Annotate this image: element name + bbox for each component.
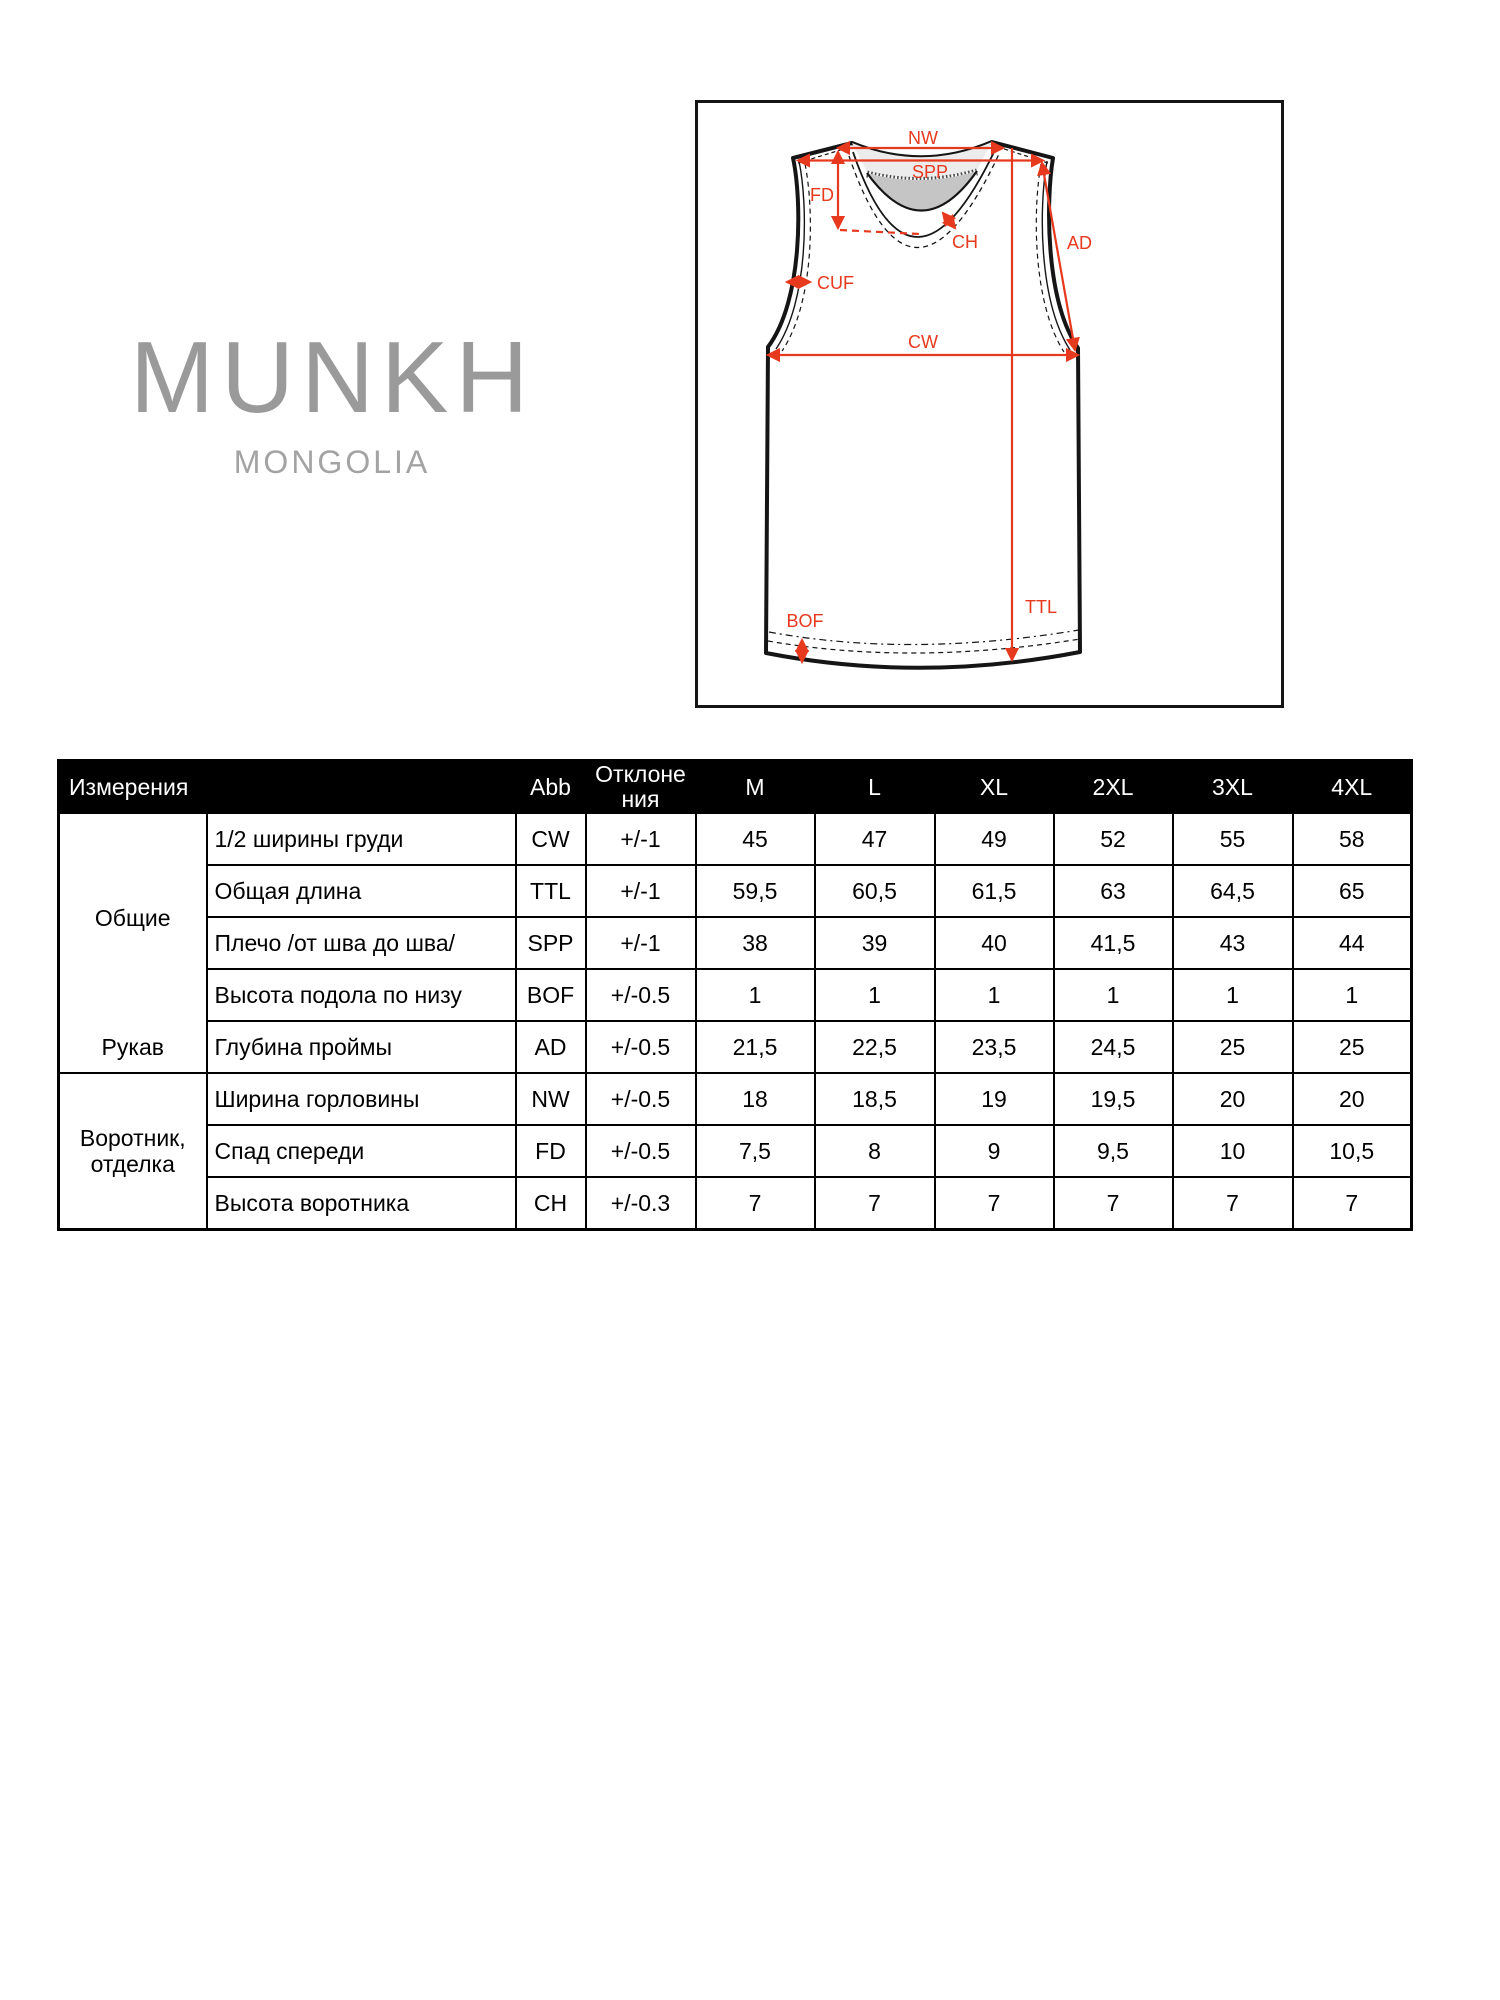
value-cell: 7,5 xyxy=(696,1125,815,1177)
row-name: 1/2 ширины груди xyxy=(207,813,516,865)
value-cell: 43 xyxy=(1173,917,1293,969)
value-cell: 7 xyxy=(1173,1177,1293,1230)
value-cell: 60,5 xyxy=(815,865,935,917)
value-cell: 25 xyxy=(1293,1021,1412,1073)
value-cell: 8 xyxy=(815,1125,935,1177)
value-cell: 45 xyxy=(696,813,815,865)
tank-top-drawing xyxy=(766,142,1080,668)
row-deviation: +/-1 xyxy=(586,917,696,969)
value-cell: 64,5 xyxy=(1173,865,1293,917)
row-abb: AD xyxy=(516,1021,586,1073)
group-sleeve: Рукав xyxy=(59,1021,207,1073)
row-name: Ширина горловины xyxy=(207,1073,516,1125)
value-cell: 59,5 xyxy=(696,865,815,917)
value-cell: 38 xyxy=(696,917,815,969)
header-measurements: Измерения xyxy=(59,761,516,814)
value-cell: 58 xyxy=(1293,813,1412,865)
row-abb: CW xyxy=(516,813,586,865)
value-cell: 24,5 xyxy=(1054,1021,1173,1073)
value-cell: 1 xyxy=(1293,969,1412,1021)
row-abb: CH xyxy=(516,1177,586,1230)
row-abb: TTL xyxy=(516,865,586,917)
header-size-4xl: 4XL xyxy=(1293,761,1412,814)
table-header-row xyxy=(59,761,1412,814)
table-row xyxy=(59,917,1412,969)
size-table xyxy=(57,759,1413,1231)
row-name: Спад спереди xyxy=(207,1125,516,1177)
row-name: Общая длина xyxy=(207,865,516,917)
value-cell: 19 xyxy=(935,1073,1054,1125)
value-cell: 22,5 xyxy=(815,1021,935,1073)
value-cell: 23,5 xyxy=(935,1021,1054,1073)
value-cell: 39 xyxy=(815,917,935,969)
table-row xyxy=(59,1177,1412,1230)
value-cell: 9,5 xyxy=(1054,1125,1173,1177)
brand-logo-subtitle: MONGOLIA xyxy=(233,444,431,480)
bof-label: BOF xyxy=(786,611,824,631)
header-size-2xl: 2XL xyxy=(1054,761,1173,814)
group-collar: Воротник, отделка xyxy=(59,1073,207,1230)
value-cell: 19,5 xyxy=(1054,1073,1173,1125)
table-row xyxy=(59,969,1412,1021)
value-cell: 21,5 xyxy=(696,1021,815,1073)
table-row xyxy=(59,1073,1412,1125)
value-cell: 61,5 xyxy=(935,865,1054,917)
header-abb: Abb xyxy=(516,761,586,814)
table-row xyxy=(59,1021,1412,1073)
value-cell: 7 xyxy=(935,1177,1054,1230)
row-abb: SPP xyxy=(516,917,586,969)
value-cell: 18 xyxy=(696,1073,815,1125)
row-name: Плечо /от шва до шва/ xyxy=(207,917,516,969)
cuf-label: CUF xyxy=(817,273,854,293)
value-cell: 1 xyxy=(935,969,1054,1021)
header-size-xl: XL xyxy=(935,761,1054,814)
value-cell: 20 xyxy=(1293,1073,1412,1125)
value-cell: 49 xyxy=(935,813,1054,865)
row-deviation: +/-0.5 xyxy=(586,1125,696,1177)
value-cell: 20 xyxy=(1173,1073,1293,1125)
value-cell: 63 xyxy=(1054,865,1173,917)
row-deviation: +/-0.5 xyxy=(586,969,696,1021)
row-abb: BOF xyxy=(516,969,586,1021)
value-cell: 40 xyxy=(935,917,1054,969)
value-cell: 7 xyxy=(815,1177,935,1230)
value-cell: 1 xyxy=(1173,969,1293,1021)
row-deviation: +/-0.5 xyxy=(586,1073,696,1125)
spp-label: SPP xyxy=(911,162,949,182)
header-size-m: M xyxy=(696,761,815,814)
group-general: Общие xyxy=(59,813,207,1021)
value-cell: 65 xyxy=(1293,865,1412,917)
value-cell: 1 xyxy=(815,969,935,1021)
value-cell: 9 xyxy=(935,1125,1054,1177)
cw-label: CW xyxy=(908,332,938,352)
header-deviation xyxy=(586,761,696,814)
value-cell: 25 xyxy=(1173,1021,1293,1073)
row-name: Высота воротника xyxy=(207,1177,516,1230)
row-deviation: +/-1 xyxy=(586,865,696,917)
row-deviation: +/-0.3 xyxy=(586,1177,696,1230)
row-abb: FD xyxy=(516,1125,586,1177)
value-cell: 47 xyxy=(815,813,935,865)
garment-outline xyxy=(766,142,1080,668)
header-size-l: L xyxy=(815,761,935,814)
ad-label: AD xyxy=(1067,233,1093,253)
fd-label: FD xyxy=(810,185,834,205)
ch-label: CH xyxy=(952,232,978,252)
row-name: Глубина проймы xyxy=(207,1021,516,1073)
header-deviation-line2: ния xyxy=(621,786,660,812)
value-cell: 18,5 xyxy=(815,1073,935,1125)
value-cell: 1 xyxy=(1054,969,1173,1021)
value-cell: 10,5 xyxy=(1293,1125,1412,1177)
garment-diagram-frame xyxy=(695,100,1284,708)
header-size-3xl: 3XL xyxy=(1173,761,1293,814)
row-name: Высота подола по низу xyxy=(207,969,516,1021)
garment-diagram xyxy=(695,100,1284,708)
table-row xyxy=(59,813,1412,865)
table-row xyxy=(59,1125,1412,1177)
value-cell: 52 xyxy=(1054,813,1173,865)
row-deviation: +/-1 xyxy=(586,813,696,865)
value-cell: 41,5 xyxy=(1054,917,1173,969)
value-cell: 1 xyxy=(696,969,815,1021)
value-cell: 7 xyxy=(1054,1177,1173,1230)
brand-logo: MUNKH xyxy=(130,322,536,434)
table-row xyxy=(59,865,1412,917)
row-abb: NW xyxy=(516,1073,586,1125)
row-deviation: +/-0.5 xyxy=(586,1021,696,1073)
ttl-label: TTL xyxy=(1025,597,1058,617)
value-cell: 10 xyxy=(1173,1125,1293,1177)
nw-label: NW xyxy=(908,128,938,148)
value-cell: 7 xyxy=(696,1177,815,1230)
value-cell: 55 xyxy=(1173,813,1293,865)
value-cell: 44 xyxy=(1293,917,1412,969)
header-deviation-line1: Отклоне xyxy=(595,761,686,787)
value-cell: 7 xyxy=(1293,1177,1412,1230)
